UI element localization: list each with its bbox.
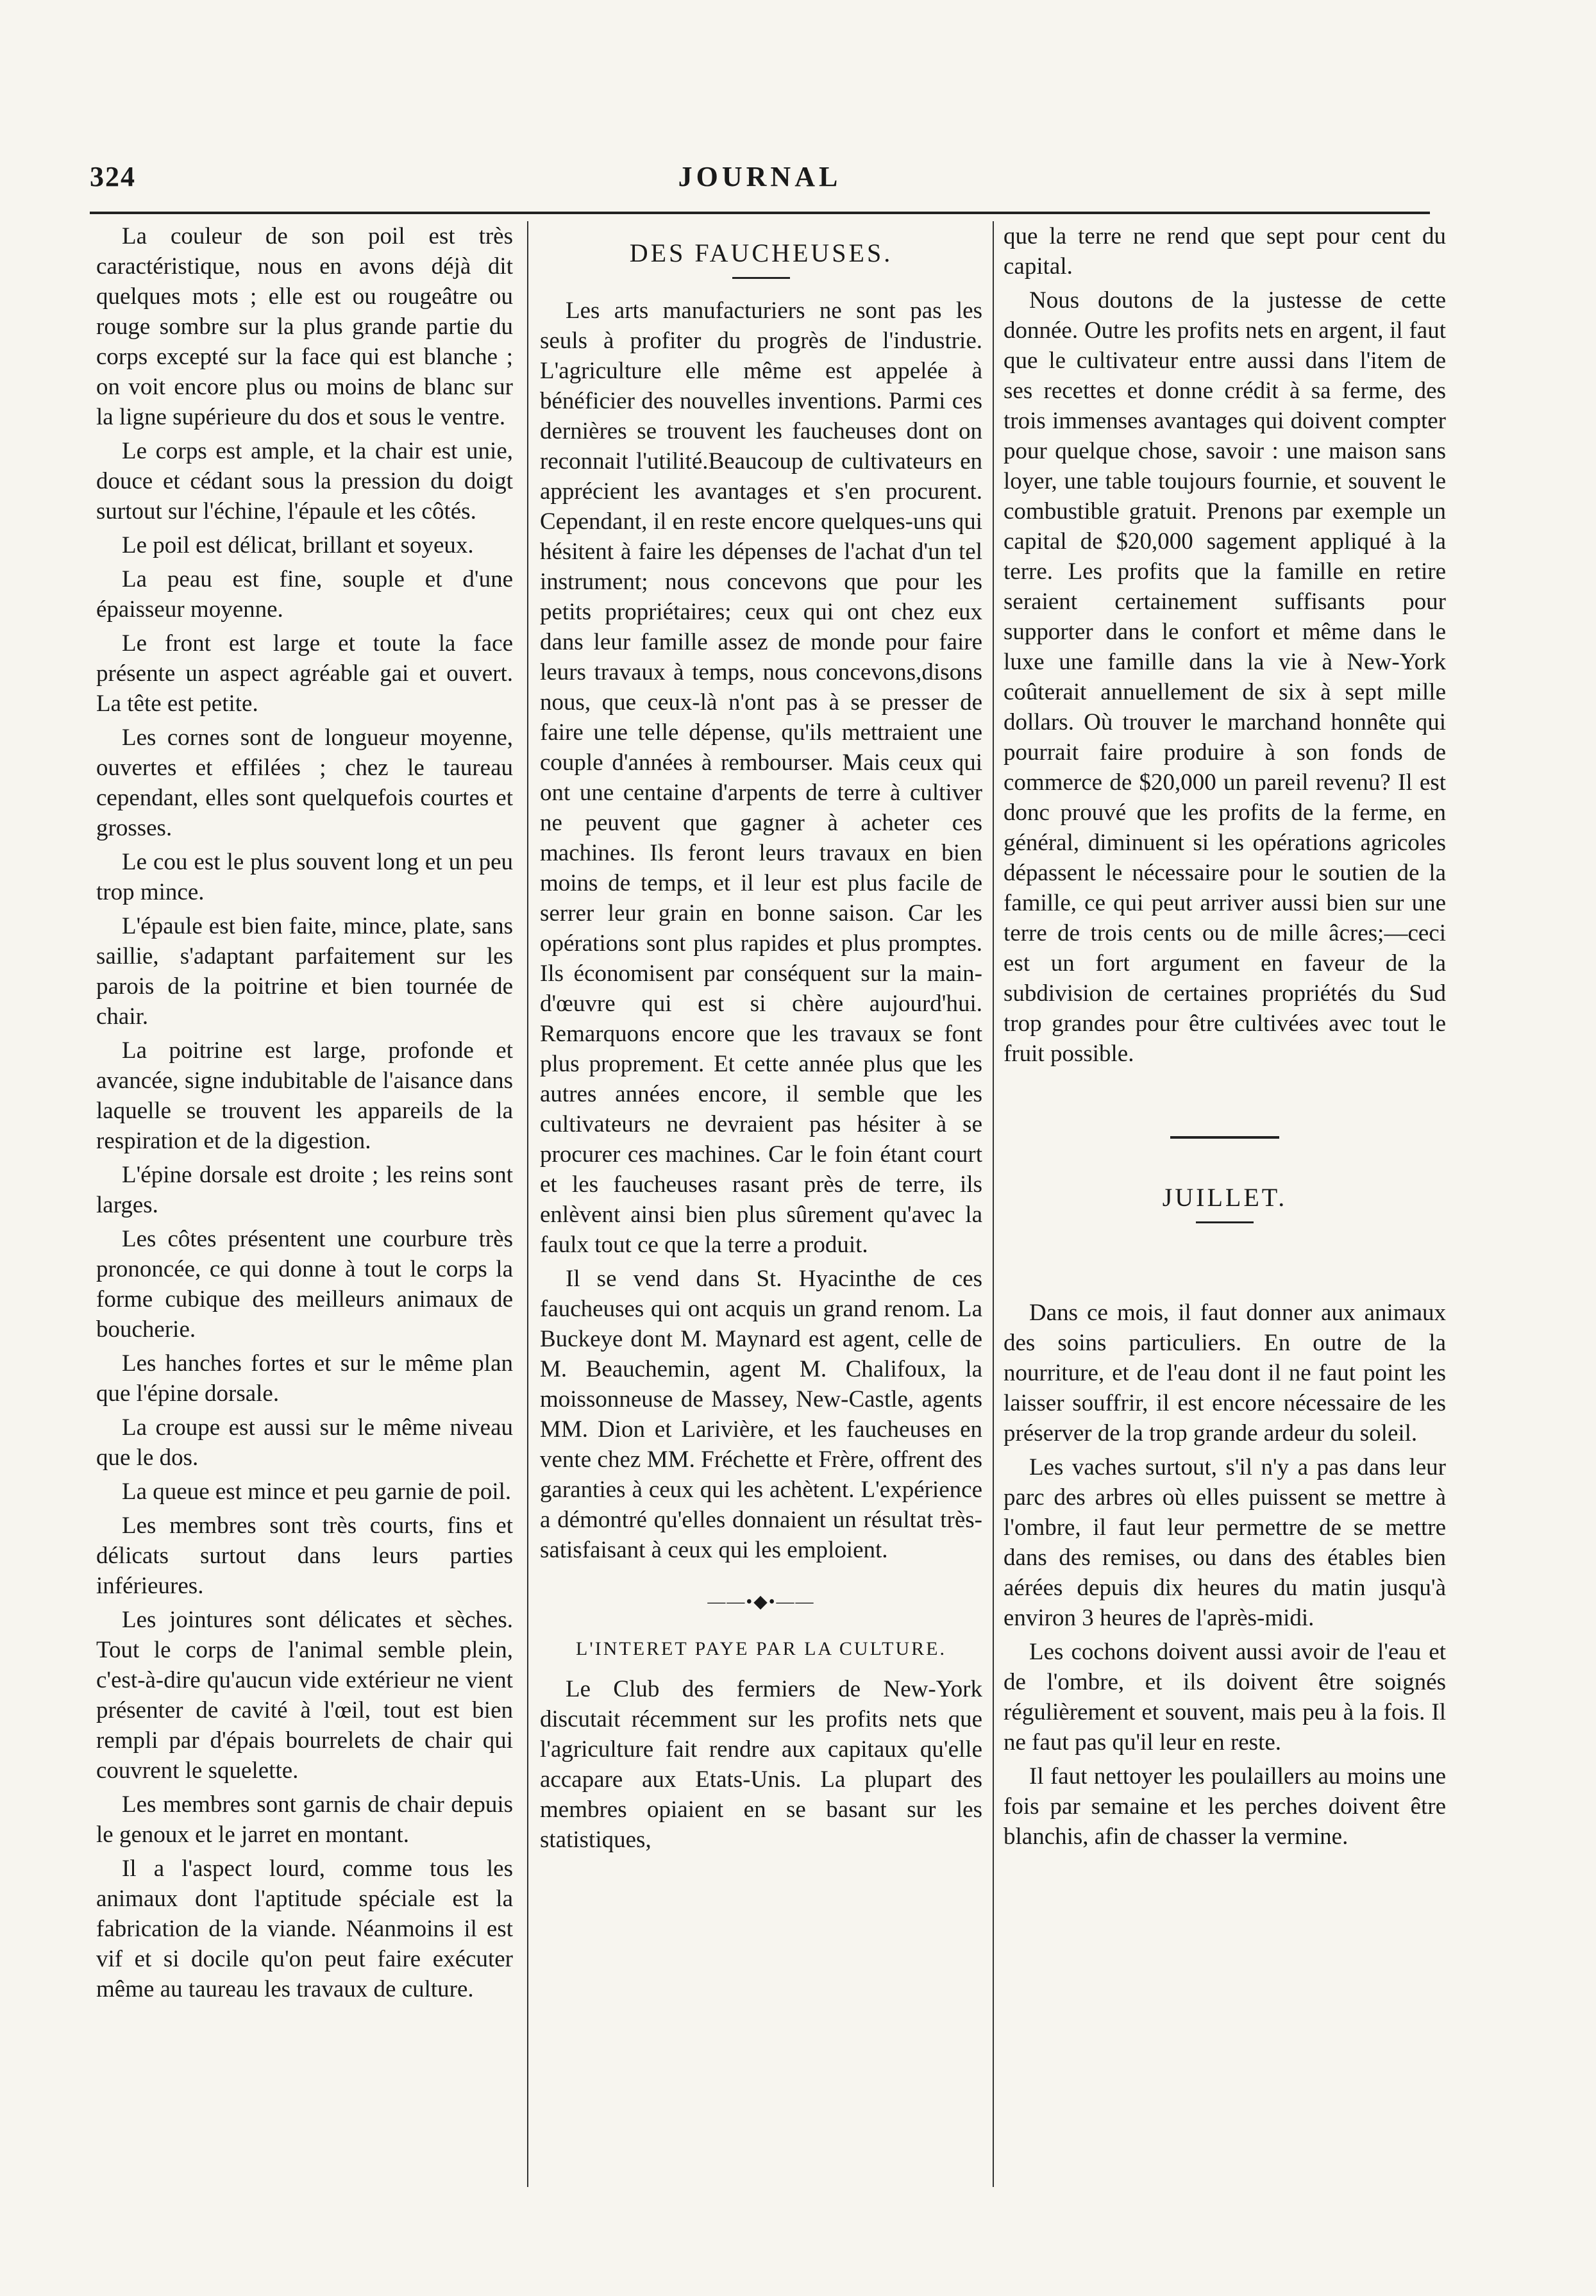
page-number: 324 [90, 161, 136, 192]
header-rule [90, 212, 1430, 214]
paragraph: Le corps est ample, et la chair est unie, douce et cédant sous la pression du doigt surtout sur l'échine, l'épaule et les côtés. [96, 438, 513, 524]
page-header [90, 160, 1430, 205]
column-right [1004, 221, 1446, 2181]
column-left [96, 221, 513, 2181]
section-heading: DES FAUCHEUSES. [629, 239, 893, 267]
heading-rule [1196, 1221, 1254, 1223]
paragraph: Les membres sont garnis de chair depuis le genoux et le jarret en montant. [96, 1791, 513, 1848]
paragraph: Le cou est le plus souvent long et un peu trop mince. [96, 849, 513, 905]
paragraph: La queue est mince et peu garnie de poil. [122, 1479, 512, 1505]
paragraph: Le front est large et toute la face présente un aspect agréable gai et ouvert. La tête est petite. [96, 630, 513, 717]
column-divider [993, 221, 994, 2187]
paragraph: Les vaches surtout, s'il n'y a pas dans leur parc des arbres où elles puissent se mettre à l'ombre, il faut leur permettre de se mettre dans des remises, ou dans des étables bien aérées depuis dix heures du matin jusqu'à environ 3 heures de l'après-midi. [1004, 1454, 1446, 1631]
paragraph: Le Club des fermiers de New-York discutait récemment sur les profits nets que l'agriculture fait rendre aux capitaux qu'elle accapare aux Etats-Unis. La plupart des membres opiaient en se basant sur les statistiques, [540, 1676, 982, 1853]
paragraph: Les côtes présentent une courbure très prononcée, ce qui donne à tout le corps la forme cubique des meilleurs animaux de boucherie. [96, 1226, 513, 1343]
section-subheading: L'INTERET PAYE PAR LA CULTURE. [576, 1638, 946, 1659]
section-ornament [1004, 1120, 1446, 1150]
column-middle [540, 221, 982, 2181]
paragraph: L'épaule est bien faite, mince, plate, sans saillie, s'adaptant parfaitement sur les parois de la poitrine et bien tournée de chair. [96, 913, 513, 1030]
paragraph: La couleur de son poil est très caractéristique, nous en avons déjà dit quelques mots ; elle est ou rougeâtre ou rouge sombre sur la plus grande partie du corps excepté sur la face qui est blanche ; on voit encore plus ou moins de blanc sur la ligne supérieure du dos et sous le ventre. [96, 223, 513, 430]
section-heading: JUILLET. [1162, 1183, 1288, 1212]
paragraph: Il faut nettoyer les poulaillers au moins une fois par semaine et les perches doivent être blanchis, afin de chasser la vermine. [1004, 1763, 1446, 1850]
paragraph: La croupe est aussi sur le même niveau que le dos. [96, 1414, 513, 1471]
running-title: JOURNAL [678, 161, 842, 192]
paragraph: que la terre ne rend que sept pour cent du capital. [1004, 223, 1446, 280]
paragraph: La peau est fine, souple et d'une épaisseur moyenne. [96, 566, 513, 623]
column-divider [527, 221, 528, 2187]
paragraph: Nous doutons de la justesse de cette donnée. Outre les profits nets en argent, il faut que le cultivateur entre aussi dans l'item de ses recettes et donne crédit à sa ferme, des trois immenses avantages qui doivent compter pour quelque chose, savoir : une maison sans loyer, une table toujours fournie, et souvent le combustible gratuit. Prenons par exemple un capital de $20,000 sagement appliqué à la terre. Les profits que la famille en retire seraient certainement suffisants pour supporter dans le confort et même dans le luxe une famille dans la vie à New-York coûterait annuellement de six à sept mille dollars. Où trouver le marchand honnête qui pourrait faire produire à son fonds de commerce de $20,000 un pareil revenu? Il est donc prouvé que les profits de la ferme, en général, diminuent si les opérations agricoles dépassent le nécessaire pour le soutien de la famille, ce qui peut arriver aussi bien sur une terre de trois cents ou de mille âcres;—ceci est un fort argument en faveur de la subdivision de certaines propriétés du Sud trop grandes pour être cultivées avec tout le fruit possible. [1004, 287, 1446, 1067]
paragraph: Les cornes sont de longueur moyenne, ouvertes et effilées ; chez le taureau cependant, elles sont quelquefois courtes et grosses. [96, 725, 513, 841]
paragraph: Les arts manufacturiers ne sont pas les seuls à profiter du progrès de l'industrie. L'agriculture elle même est appelée à bénéficier des nouvelles inventions. Parmi ces dernières se trouvent les faucheuses dont on reconnait l'utilité.Beaucoup de cultivateurs en apprécient les avantages et s'en procurent. Cependant, il en reste encore quelques-uns qui hésitent à faire les dépenses de l'achat d'un tel instrument; nous concevons que pour les petits propriétaires; ceux qui ont chez eux dans leur famille assez de monde pour faire leurs travaux à temps, nous concevons,disons nous, que ceux-là n'ont pas à se presser de faire une telle dépense, qu'ils mettraient une couple d'années à rembourser. Mais ceux qui ont une centaine d'arpents de terre à cultiver ne peuvent que gagner à acheter ces machines. Ils feront leurs travaux en bien moins de temps, et il leur est plus facile de serrer leur grain en bonne saison. Car les opérations sont plus rapides et plus promptes. Ils économisent par conséquent sur la main-d'œuvre qui est si chère aujourd'hui. Remarquons encore que les travaux se font plus proprement. Et cette année plus que les autres années encore, il semble que les cultivateurs ne devraient pas hésiter à se procurer ces machines. Car le foin étant court et les faucheuses rasant près de terre, ils enlèvent ainsi bien plus sûrement qu'avec la faulx tout ce que la terre a produit. [540, 297, 982, 1258]
paragraph: La poitrine est large, profonde et avancée, signe indubitable de l'aisance dans laquelle se trouvent les appareils de la respiration et de la digestion. [96, 1037, 513, 1154]
paragraph: Les cochons doivent aussi avoir de l'eau et de l'ombre, et ils doivent être soignés régulièrement et souvent, mais peu à la fois. Il ne faut pas qu'il leur en reste. [1004, 1639, 1446, 1756]
paragraph: Les jointures sont délicates et sèches. Tout le corps de l'animal semble plein, c'est-à-dire qu'aucun vide extérieur ne vient présenter de cavité à l'œil, tout est bien rempli par d'épais bourrelets de chair qui couvrent le squelette. [96, 1607, 513, 1784]
paragraph: Il a l'aspect lourd, comme tous les animaux dont l'aptitude spéciale est la fabrication de la viande. Néanmoins il est vif et si docile qu'on peut faire exécuter même au taureau les travaux de culture. [96, 1856, 513, 2002]
paragraph: Il se vend dans St. Hyacinthe de ces faucheuses qui ont acquis un grand renom. La Buckeye dont M. Maynard est agent, celle de M. Beauchemin, agent M. Chalifoux, la moissonneuse de Massey, New-Castle, agents MM. Dion et Larivière, et les faucheuses en vente chez MM. Fréchette et Frère, offrent des garanties à ceux qui les achètent. L'expérience a démontré qu'elles donnaient un résultat très-satisfaisant à ceux qui les emploient. [540, 1266, 982, 1563]
paragraph: Le poil est délicat, brillant et soyeux. [122, 532, 474, 558]
paragraph: L'épine dorsale est droite ; les reins sont larges. [96, 1162, 513, 1218]
paragraph: Les membres sont très courts, fins et délicats surtout dans leurs parties inférieures. [96, 1513, 513, 1599]
section-ornament: ——•◆•—— [707, 1592, 815, 1612]
heading-rule [732, 277, 790, 279]
paragraph: Dans ce mois, il faut donner aux animaux des soins particuliers. En outre de la nourriture, et de l'eau dont il ne faut point les laisser souffrir, il est encore nécessaire de les préserver de la trop grande ardeur du soleil. [1004, 1300, 1446, 1446]
paragraph: Les hanches fortes et sur le même plan que l'épine dorsale. [96, 1350, 513, 1407]
